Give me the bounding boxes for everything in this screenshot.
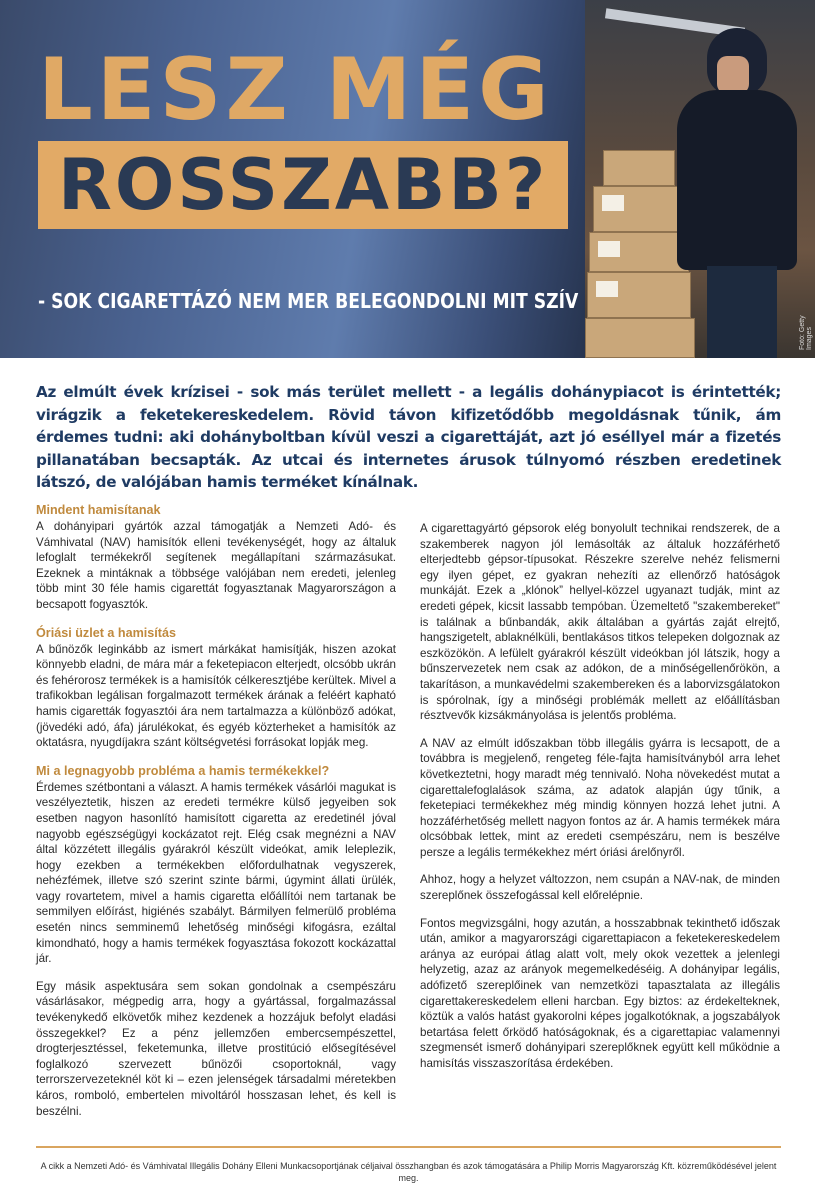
section-title: Mi a legnagyobb probléma a hamis termékekkel?: [36, 763, 330, 778]
section-business: [36, 625, 396, 751]
paragraph: Fontos megvizsgálni, hogy azután, a hosszabbnak tekinthető időszak után, amikor a magyarországi cigarettapiacon a feketekereskedelem aránya az európai átlag alatt volt, mely okok vezettek a jelenlegi helyzetig, azaz az arányok megemelkedéséig. A dohányipar legális, adófizető szereplőinek van nemzetközi tapasztalata az illegális cigarettakereskedelem elleni harcban. Egy biztos: az érdekelteknek, köztük a valós hatást gyakorolni képes jogalkotóknak, a jogszabályok betartása felett őrködő hatóságoknak, és a cigarettapiac valamennyi szegmensét ismerő dohányipari szereplőknek együtt kell működnie a hamisítás visszaszorítása érdekében.: [420, 916, 780, 1070]
hero-banner: [0, 0, 815, 358]
section-problem: [36, 763, 396, 1119]
paragraph: A cigarettagyártó gépsorok elég bonyolult technikai rendszerek, de a szakemberek nagyon jól lemásolták az általuk hozzáférhető elterjedtebb gépsor-típusokat. Részekre szerelve nehéz felismerni egy ilyen gépet, ez gyakran nehezíti az ellenőrző hatóságok munkáját. Ezek a „klónok” hellyel-közzel ugyanazt tudják, mint az eredeti gépek, kicsit lassabb tempóban. Üzemeltető "szakembereket" is találnak a bűnbandák, akik általában a gyártás zaját elrejtő, hangszigetelt, ablaknélküli, bentlakásos titkos telepeken dolgoznak az eszközökön. A lefülelt gyárakról készült videókban jól látszik, hogy a bűnszervezetek nem csak az adókon, de a minőségellenőrökön, a takarításon, a munkavédelmi szakembereken és a laborvizsgálatokon is spórolnak, így a minőségi problémák mellett az előállításban résztvevők kizsákmányolása is jelentős probléma.: [420, 522, 780, 723]
left-column: [36, 502, 396, 1131]
cardboard-box: [593, 186, 688, 232]
paragraph: Ahhoz, hogy a helyzet változzon, nem csupán a NAV-nak, de minden szereplőnek összefogással kell előrelépnie.: [420, 873, 780, 903]
paragraph: A NAV az elmúlt időszakban több illegális gyárra is lecsapott, de a továbbra is megjelenő, rengeteg féle-fajta hamisítványból arra lehet következtetni, hogy maradt még tennivaló. Noha növekedést mutat a cigarettalefoglalások száma, az adatok alapján úgy tűnik, a feketepiaci termékekhez még mindig könnyen hozzá lehet jutni. A hozzáférhetőség mellett nagyon fontos az ár. A hamis termékek mára olcsóbbak lettek, mint az eredeti csempészáru, nem is beszélve persze a legális termékekhez mért óriási árelőnyről.: [420, 736, 780, 859]
section-text: Érdemes szétbontani a választ. A hamis termékek vásárlói magukat is veszélyeztetik, hiszen az eredeti termékre külső jegyeiben sok esetben nagyon hasonlító hamisított cigaretta az eredetinél jóval nagyobb egészségügyi kockázatot rejt. Elég csak megnézni a NAV által közzétett illegális gyárakról készült videókat, amik leleplezik, hogy ezekben a termékekben előfordulhatnak vegyszerek, nehézfémek, illetve szó szerint szinte bármi, úgymint állati ürülék, vagy rovartetem, mivel a hamis cigaretta előállítói nem tartanak be semmilyen előírást, higiénés szabályt. Bármilyen felmerülő probléma esetén nincs semminemű lehetőség minőségi kifogásra, ezáltal kimondható, hogy a hamis termékek fogyasztása fokozott kockázattal jár.: [36, 780, 396, 966]
section-fakes: [36, 502, 396, 613]
photo-credit: Fotó: Getty Images: [799, 315, 813, 350]
section-title: Óriási üzlet a hamisítás: [36, 625, 176, 640]
cardboard-box: [587, 272, 691, 318]
section-text: A dohányipari gyártók azzal támogatják a Nemzeti Adó- és Vámhivatal (NAV) hamisítók elleni tevékenységét, hogy az általuk lefoglalt termékekről segítenek megállapítani származásukat. Ezeknek a mintáknak a többsége valójában nem eredeti, jelenleg több mint 30 féle hamis cigarettát fogyasztanak Magyarországon a becsapott fogyasztók.: [36, 520, 396, 611]
section-title: Mindent hamisítanak: [36, 503, 161, 517]
section-text: A bűnözők leginkább az ismert márkákat hamisítják, hiszen azokat könnyebb eladni, de mára már a feketepiacon elterjedt, olcsóbb ukrán és fehérorosz termékek is a hamisítók célkeresztjébe kerültek. Mivel a trafikokban legálisan forgalmazott termékek árának a feléért kapható hamis cigaretták fogyasztói ára nem tartalmazza a különböző adókat, (jövedéki adó, áfa) járulékokat, és egyéb közterheket a hamisítók az oktatásra, nyugdíjakra szánt költségvetési forrásokat lopják meg.: [36, 642, 396, 750]
headline-line2: ROSSZABB?: [58, 144, 549, 226]
lead-paragraph: Az elmúlt évek krízisei - sok más terület mellett - a legális dohánypiacot is érintették; virágzik a feketekereskedelem. Rövid távon kifizetődőbb megoldásnak tűnik, ám érdemes tudni: aki dohányboltban kívül veszi a cigarettáját, azt jó eséllyel már a fizetés pillanatában becsapták. Az utcai és internetes árusok túlnyomó részben eredetinek látszó, de valójában hamis terméket kínálnak.: [36, 383, 781, 491]
subheadline: - SOK CIGARETTÁZÓ NEM MER BELEGONDOLNI MIT SZÍV: [38, 289, 579, 313]
section-text: Egy másik aspektusára sem sokan gondolnak a csempészáru vásárlásakor, mégpedig arra, hogy a gyártással, forgalmazással tevékenykedő elkövetők mihez kezdenek a hozzájuk befolyt eladási összegekkel? Ez a pénz jellemzően embercsempészettel, drogterjesztéssel, feketemunka, illetve prostitúció elősegítésével foglalkozó szervezett bűnözői csoportoknál, vagy terrorszervezeteknél köt ki – ezen jelenségek társadalmi méretekben káros, romboló, embertelen mivoltáról hosszasan lehet, és kell is beszélni.: [36, 979, 396, 1118]
footer-divider: [36, 1146, 781, 1148]
cardboard-box: [603, 150, 675, 186]
cardboard-box: [589, 232, 689, 272]
person-figure: [677, 28, 797, 358]
footer-note: A cikk a Nemzeti Adó- és Vámhivatal Illegális Dohány Elleni Munkacsoportjának céljaival összhangban és azok támogatására a Philip Morris Magyarország Kft. közreműködésével jelent meg.: [40, 1161, 777, 1183]
hero-photo: [585, 0, 815, 358]
headline-line1: LESZ MÉG: [38, 40, 553, 140]
right-column: [420, 521, 780, 1084]
